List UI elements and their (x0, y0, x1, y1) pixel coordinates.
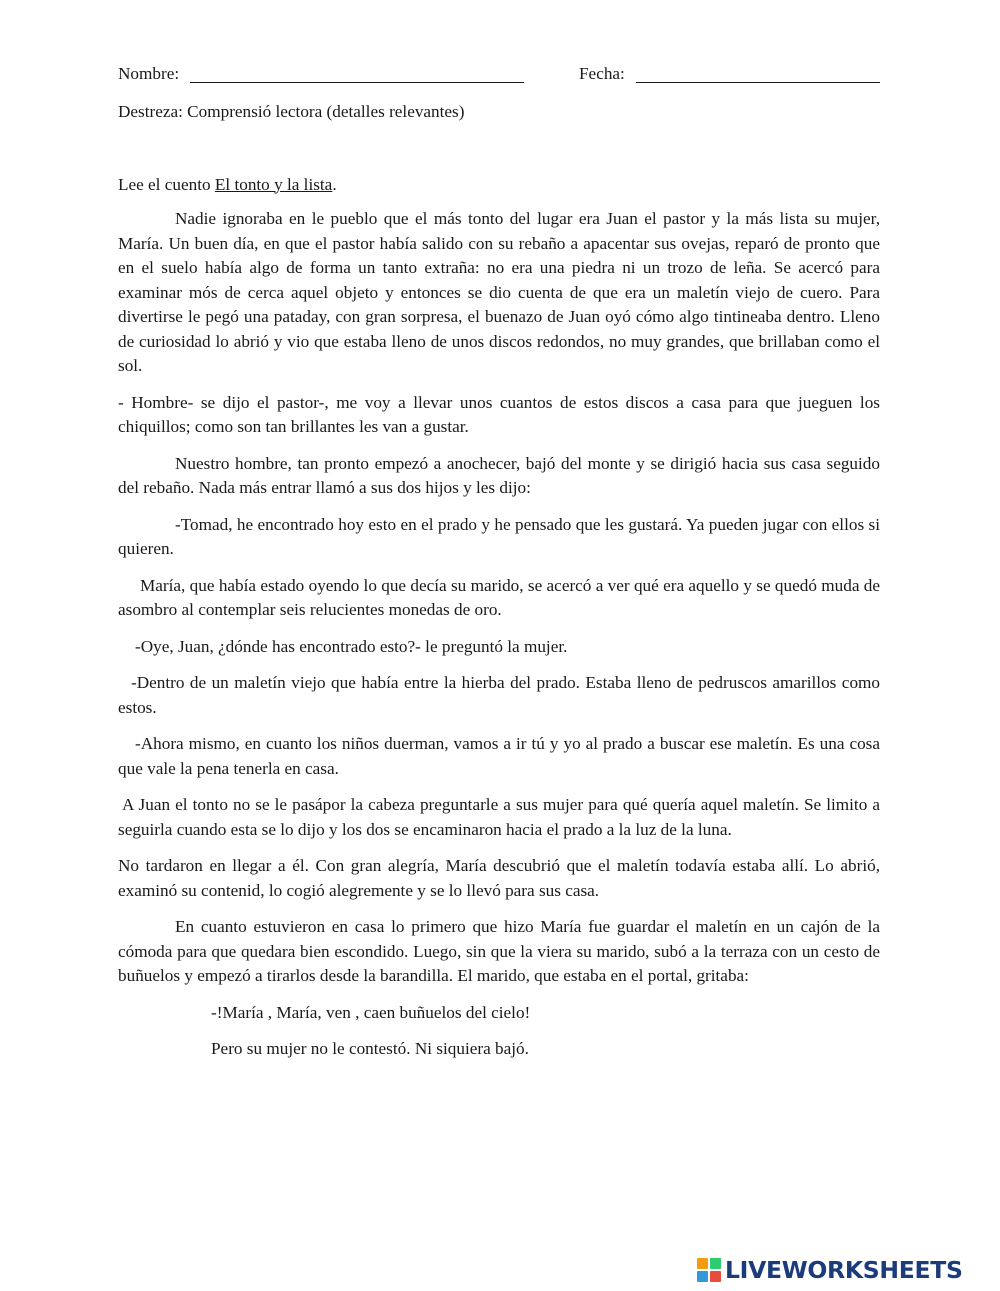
worksheet-page (118, 62, 880, 1062)
story-paragraph: -Oye, Juan, ¿dónde has encontrado esto?- le preguntó la mujer. (135, 636, 568, 656)
story-paragraph: Nadie ignoraba en le pueblo que el más tonto del lugar era Juan el pastor y la más lista su mujer, María. Un buen día, en que el pastor había salido con su rebaño a apacentar sus ovejas, reparó de pronto que en el suelo había algo de forma un tanto extraña: no era una piedra ni un trozo de leña. Se acercó para examinar mós de cerca aquel objeto y entonces se dio cuenta de que era un maletín viejo de cuero. Para divertirse le pegó una pataday, con gran sorpresa, el buenazo de Juan oyó cómo algo tintineaba dentro. Lleno de curiosidad lo abrió y vio que estaba lleno de unos discos redondos, no muy grandes, que brillaban como el sol. (118, 209, 880, 375)
instruction-prefix: Lee el cuento (118, 174, 215, 194)
story-paragraph: - Hombre- se dijo el pastor-, me voy a llevar unos cuantos de estos discos a casa para que jueguen los chiquillos; como son tan brillantes les van a gustar. (118, 392, 880, 436)
story-paragraph: Nuestro hombre, tan pronto empezó a anochecer, bajó del monte y se dirigió hacia sus casa seguido del rebaño. Nada más entrar llamó a sus dos hijos y les dijo: (118, 453, 880, 497)
logo-block (710, 1258, 721, 1269)
logo-text: LIVEWORKSHEETS (725, 1256, 963, 1284)
story-paragraph: A Juan el tonto no se le pasápor la cabeza preguntarle a sus mujer para qué quería aquel maletín. Se limito a seguirla cuando esta se lo dijo y los dos se encaminaron hacia el prado a la luz de la luna. (118, 795, 880, 839)
header-fields (118, 62, 880, 92)
story-paragraph: -Dentro de un maletín viejo que había entre la hierba del prado. Estaba lleno de pedruscos amarillos como estos. (118, 673, 880, 717)
story-paragraph: María, que había estado oyendo lo que decía su marido, se acercó a ver qué era aquello y se quedó muda de asombro al contemplar seis relucientes monedas de oro. (118, 575, 880, 619)
logo-icon (697, 1258, 721, 1282)
instruction-line (118, 173, 880, 198)
liveworksheets-logo (697, 1256, 963, 1284)
story-paragraph: No tardaron en llegar a él. Con gran alegría, María descubrió que el maletín todavía estaba allí. Lo abrió, examinó su contenid, lo cogió alegremente y se lo llevó para sus casa. (118, 856, 880, 900)
instruction-suffix: . (332, 174, 337, 194)
story-paragraph: -Ahora mismo, en cuanto los niños duerman, vamos a ir tú y yo al prado a buscar ese maletín. Es una cosa que vale la pena tenerla en casa. (118, 734, 880, 778)
logo-block (710, 1271, 721, 1282)
logo-block (697, 1258, 708, 1269)
skill-line: Destreza: Comprensió lectora (detalles relevantes) (118, 102, 465, 121)
logo-block (697, 1271, 708, 1282)
name-field-line (190, 82, 524, 83)
date-label: Fecha: (579, 64, 625, 83)
story-paragraph: -Tomad, he encontrado hoy esto en el prado y he pensado que les gustará. Ya pueden jugar con ellos si quieren. (118, 514, 880, 558)
date-field-line (636, 82, 880, 83)
story-paragraph: Pero su mujer no le contestó. Ni siquiera bajó. (211, 1039, 529, 1058)
story-paragraph: En cuanto estuvieron en casa lo primero que hizo María fue guardar el maletín en un cajón de la cómoda para que quedara bien escondido. Luego, sin que la viera su marido, subó a la terraza con un cesto de buñuelos y empezó a tirarlos desde la barandilla. El marido, que estaba en el portal, gritaba: (118, 917, 880, 985)
story-title: El tonto y la lista (214, 174, 333, 194)
story-paragraph: -!María , María, ven , caen buñuelos del cielo! (211, 1002, 531, 1022)
name-label: Nombre: (118, 64, 180, 83)
